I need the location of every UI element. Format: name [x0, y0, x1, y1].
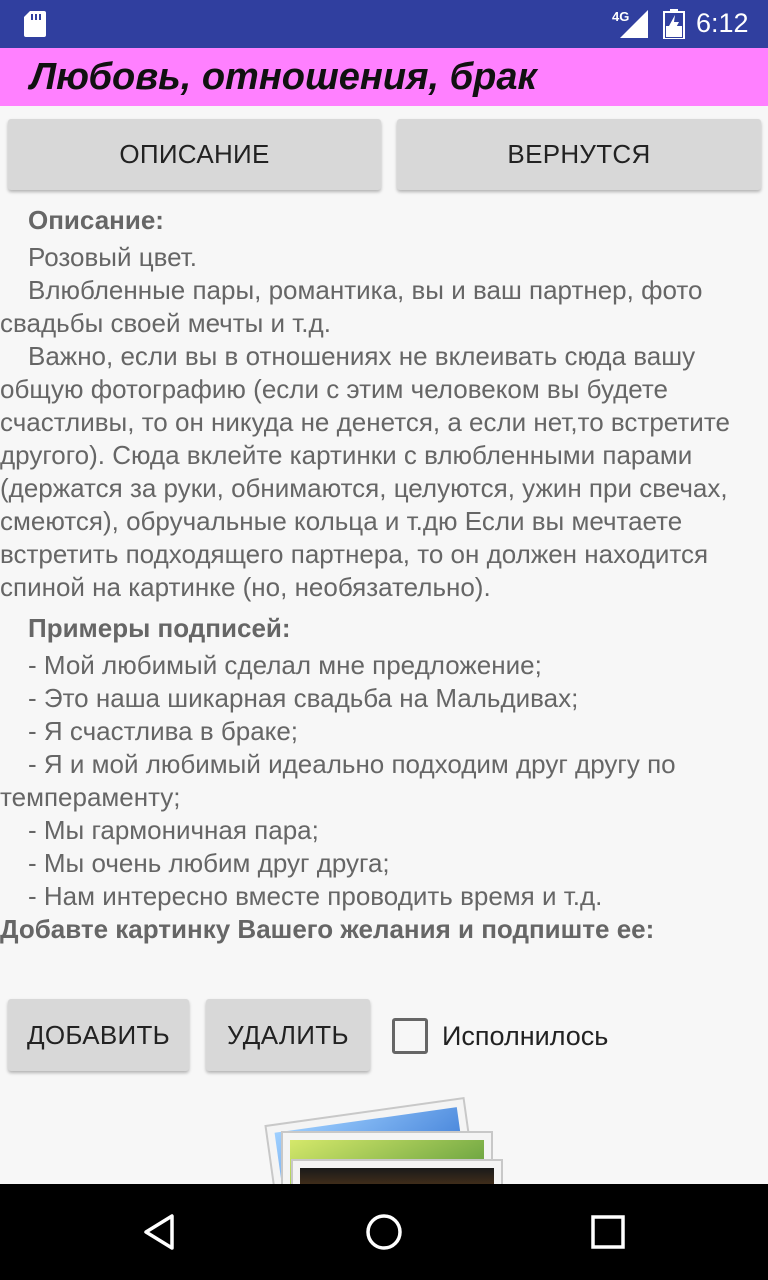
home-icon — [364, 1212, 404, 1252]
example-item: - Это наша шикарная свадьба на Мальдивах; — [28, 683, 579, 713]
example-item: - Мы очень любим друг друга; — [28, 848, 390, 878]
paragraph-2: Важно, если вы в отношениях не вклеивать сюда вашу общую фотографию (если с этим человеком вы будете счастливы, то он никуда не денется, а если нет,то встретите другого). Сюда вклейте картинки с влюбленными парами (держатся за руки, обнимаются, целуются, ужин при свечах, смеются), обручальные кольца и т.дю Если вы мечтаете встретить подходящего партнера, то он должен находится спиной на картинке (но, необязательно). — [0, 341, 730, 602]
nav-back-button[interactable] — [112, 1184, 208, 1280]
example-item: - Я и мой любимый идеально подходим друг другу по темпераменту; — [0, 749, 676, 812]
recent-apps-icon — [588, 1212, 628, 1252]
description-text — [0, 204, 768, 946]
gallery-icon[interactable] — [262, 1090, 506, 1190]
navigation-bar — [0, 1184, 768, 1280]
battery-icon — [663, 9, 685, 39]
nav-recent-apps-button[interactable] — [560, 1184, 656, 1280]
paragraph-1: Влюбленные пары, романтика, вы и ваш партнер, фото свадьбы своей мечты и т.д. — [0, 275, 703, 338]
color-text: Розовый цвет. — [28, 242, 197, 272]
example-item: - Нам интересно вместе проводить время и т.д. — [28, 881, 603, 911]
examples-heading: Примеры подписей: — [28, 613, 291, 643]
fulfilled-checkbox-row[interactable] — [392, 1018, 608, 1054]
example-item: - Мы гармоничная пара; — [28, 815, 319, 845]
fulfilled-checkbox[interactable] — [392, 1018, 428, 1054]
back-button[interactable]: ВЕРНУТСЯ — [397, 119, 761, 190]
add-instruction: Добавте картинку Вашего желания и подпиште ее: — [0, 914, 655, 944]
fulfilled-label[interactable]: Исполнилось — [442, 1020, 609, 1051]
title-bar — [0, 48, 768, 106]
delete-button[interactable]: УДАЛИТЬ — [206, 999, 370, 1071]
description-button[interactable]: ОПИСАНИЕ — [8, 119, 381, 190]
sd-card-icon — [24, 11, 46, 37]
example-item: - Мой любимый сделал мне предложение; — [28, 650, 542, 680]
status-bar — [0, 0, 768, 48]
add-button[interactable]: ДОБАВИТЬ — [8, 999, 189, 1071]
network-type-label: 4G — [612, 9, 630, 24]
page-title: Любовь, отношения, брак — [30, 56, 537, 98]
back-icon — [140, 1212, 180, 1252]
signal-icon — [614, 10, 648, 38]
example-item: - Я счастлива в браке; — [28, 716, 299, 746]
nav-home-button[interactable] — [336, 1184, 432, 1280]
clock: 6:12 — [696, 8, 749, 38]
description-heading: Описание: — [28, 205, 164, 235]
